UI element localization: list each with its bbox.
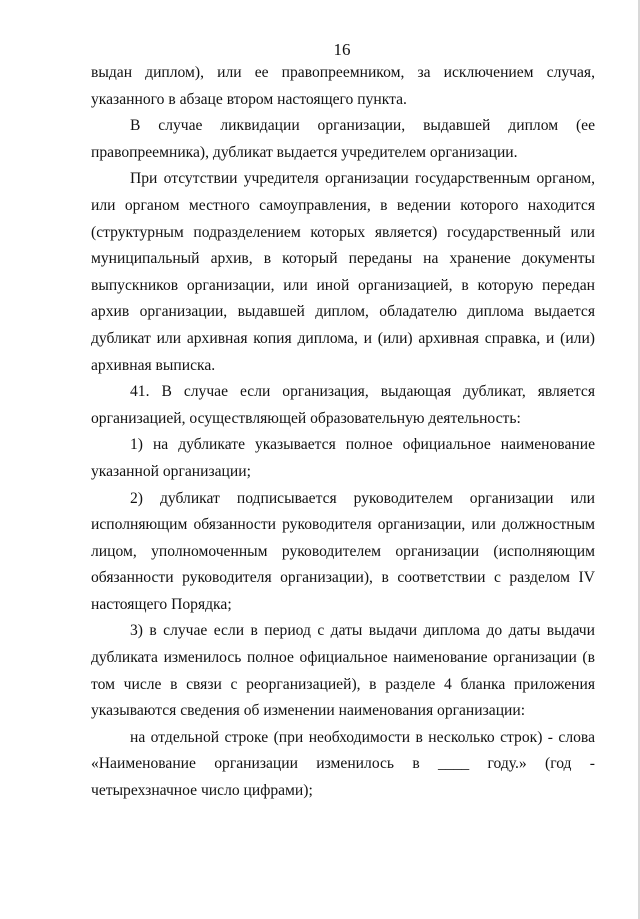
paragraph-no-founder: При отсутствии учредителя организации государственным органом, или органом местного самоуправления, в ведении которого находится (структурным подразделением которых является) государственный или муниципальный архив, в который переданы на хранение документы выпускников организации, или иной организацией, в которую передан архив организации, выдавшей диплом, обладателю диплома выдается дубликат или архивная копия диплома, и (или) архивная справка, и (или) архивная выписка. [91,170,595,374]
paragraph-subitem-3: 3) в случае если в период с даты выдачи диплома до даты выдачи дубликата изменилось полное официальное наименование организации (в том числе в связи с реорганизацией), в разделе 4 бланка приложения указываются сведения об изменении наименования организации: [91,622,595,720]
page-number: 16 [333,40,351,59]
paragraph-subitem-2: 2) дубликат подписывается руководителем организации или исполняющим обязанности руководителя организации, или должностным лицом, уполномоченным руководителем организации (исполняющим обязанности руководителя организации), в соответствии с разделом IV настоящего Порядка; [91,489,595,613]
paragraph-subitem-1: 1) на дубликате указывается полное официальное наименование указанной организации; [91,436,595,480]
document-body [91,60,595,805]
paragraph-item-41: 41. В случае если организация, выдающая дубликат, является организацией, осуществляющей образовательную деятельность: [91,383,595,427]
paragraph-continuation: выдан диплом), или ее правопреемником, за исключением случая, указанного в абзаце втором настоящего пункта. [91,64,595,108]
paragraph-separate-line: на отдельной строке (при необходимости в несколько строк) - слова «Наименование организации изменилось в ____ году.» (год - четырехзначное число цифрами); [91,728,595,800]
paragraph-liquidation: В случае ликвидации организации, выдавшей диплом (ее правопреемника), дубликат выдается учредителем организации. [91,117,595,161]
